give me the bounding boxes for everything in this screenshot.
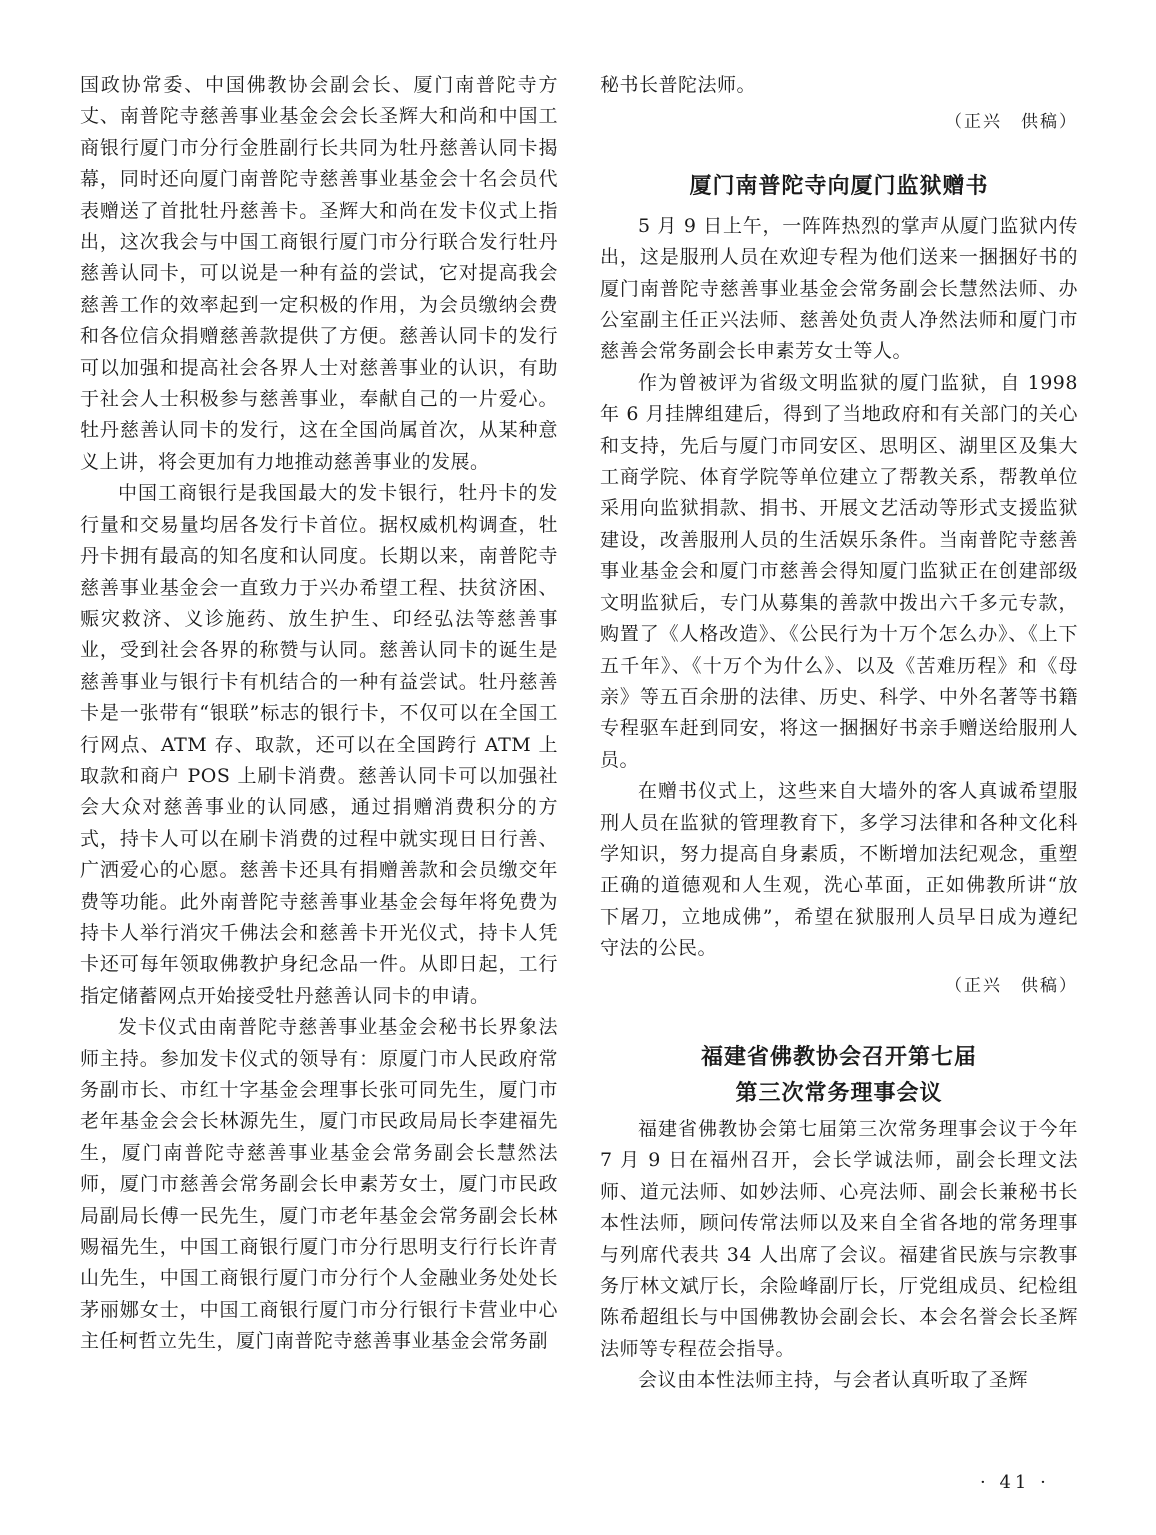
paragraph: 作为曾被评为省级文明监狱的厦门监狱，自 1998 年 6 月挂牌组建后，得到了当地政府和有关部门的关心和支持，先后与厦门市同安区、思明区、湖里区及集大工商学院、体育学院等单位建立了帮教关系，帮教单位采用向监狱捐款、捐书、开展文艺活动等形式支援监狱建设，改善服刑人员的生活娱乐条件。当南普陀寺慈善事业基金会和厦门市慈善会得知厦门监狱正在创建部级文明监狱后，专门从募集的善款中拨出六千多元专款，购置了《人格改造》、《公民行为十万个怎么办》、《上下五千年》、《十万个为什么》、以及《苦难历程》和《母亲》等五百余册的法律、历史、科学、中外名著等书籍专程驱车赶到同安，将这一捆捆好书亲手赠送给服刑人员。 (600, 371, 1078, 771)
article-credit: （正兴 供稿） (945, 975, 1078, 996)
article-title-line: 福建省佛教协会召开第七届 (700, 1044, 977, 1070)
paragraph: 国政协常委、中国佛教协会副会长、厦门南普陀寺方丈、南普陀寺慈善事业基金会会长圣辉大和尚和中国工商银行厦门市分行金胜副行长共同为牡丹慈善认同卡揭幕，同时还向厦门南普陀寺慈善事业基金会十名会员代表赠送了首批牡丹慈善卡。圣辉大和尚在发卡仪式上指出，这次我会与中国工商银行厦门市分行联合发行牡丹慈善认同卡，可以说是一种有益的尝试，它对提高我会慈善工作的效率起到一定积极的作用，为会员缴纳会费和各位信众捐赠慈善款提供了方便。慈善认同卡的发行可以加强和提高社会各界人士对慈善事业的认识，有助于社会人士积极参与慈善事业，奉献自己的一片爱心。牡丹慈善认同卡的发行，这在全国尚属首次，从某种意义上讲，将会更加有力地推动慈善事业的发展。 (80, 74, 558, 473)
paragraph: 在赠书仪式上，这些来自大墙外的客人真诚希望服刑人员在监狱的管理教育下，多学习法律和各种文化科学知识，努力提高自身素质，不断增加法纪观念，重塑正确的道德观和人生观，洗心革面，正如佛教所讲“放下屠刀，立地成佛”，希望在狱服刑人员早日成为遵纪守法的公民。 (600, 780, 1078, 960)
paragraph: 发卡仪式由南普陀寺慈善事业基金会秘书长界象法师主持。参加发卡仪式的领导有：原厦门市人民政府常务副市长、市红十字基金会理事长张可同先生，厦门市老年基金会会长林源先生，厦门市民政局局长李建福先生，厦门南普陀寺慈善事业基金会常务副会长慧然法师，厦门市慈善会常务副会长申素芳女士，厦门市民政局副局长傅一民先生，厦门市老年基金会常务副会长林赐福先生，中国工商银行厦门市分行思明支行行长许青山先生，中国工商银行厦门市分行个人金融业务处处长茅丽娜女士，中国工商银行厦门市分行银行卡营业中心主任柯哲立先生，厦门南普陀寺慈善事业基金会常务副 (80, 1016, 558, 1353)
paragraph: 福建省佛教协会第七届第三次常务理事会议于今年 7 月 9 日在福州召开，会长学诚法师，副会长理文法师、道元法师、如妙法师、心亮法师、副会长兼秘书长本性法师，顾问传常法师以及来自全省各地的常务理事与列席代表共 34 人出席了会议。福建省民族与宗教事务厅林文斌厅长，余险峰副厅长，厅党组成员、纪检组陈希超组长与中国佛教协会副会长、本会名誉会长圣辉法师等专程莅会指导。 (600, 1117, 1078, 1360)
article-title: 厦门南普陀寺向厦门监狱赠书 (689, 173, 989, 199)
paragraph: 5 月 9 日上午，一阵阵热烈的掌声从厦门监狱内传出，这是服刑人员在欢迎专程为他们送来一捆捆好书的厦门南普陀寺慈善事业基金会常务副会长慧然法师、办公室副主任正兴法师、慈善处负责人净然法师和厦门市慈善会常务副会长申素芳女士等人。 (600, 214, 1078, 363)
article-title-line: 第三次常务理事会议 (735, 1080, 943, 1106)
page-number: · 41 · (980, 1472, 1050, 1493)
left-column (80, 70, 558, 1358)
right-column (600, 70, 1078, 1397)
paragraph: 中国工商银行是我国最大的发卡银行，牡丹卡的发行量和交易量均居各发行卡首位。据权威机构调查，牡丹卡拥有最高的知名度和认同度。长期以来，南普陀寺慈善事业基金会一直致力于兴办希望工程、扶贫济困、赈灾救济、义诊施药、放生护生、印经弘法等慈善事业，受到社会各界的称赞与认同。慈善认同卡的诞生是慈善事业与银行卡有机结合的一种有益尝试。牡丹慈善卡是一张带有“银联”标志的银行卡，不仅可以在全国工行网点、ATM 存、取款，还可以在全国跨行 ATM 上取款和商户 POS 上刷卡消费。慈善认同卡可以加强社会大众对慈善事业的认同感，通过捐赠消费积分的方式，持卡人可以在刷卡消费的过程中就实现日日行善、广洒爱心的心愿。慈善卡还具有捐赠善款和会员缴交年费等功能。此外南普陀寺慈善事业基金会每年将免费为持卡人举行消灾千佛法会和慈善卡开光仪式，持卡人凭卡还可每年领取佛教护身纪念品一件。从即日起，工行指定储蓄网点开始接受牡丹慈善认同卡的申请。 (80, 482, 558, 1007)
paragraph: 会议由本性法师主持，与会者认真听取了圣辉 (638, 1369, 1029, 1392)
article-credit: （正兴 供稿） (945, 112, 1078, 133)
article-title (600, 1040, 1078, 1112)
continuation-text: 秘书长普陀法师。 (600, 74, 757, 96)
